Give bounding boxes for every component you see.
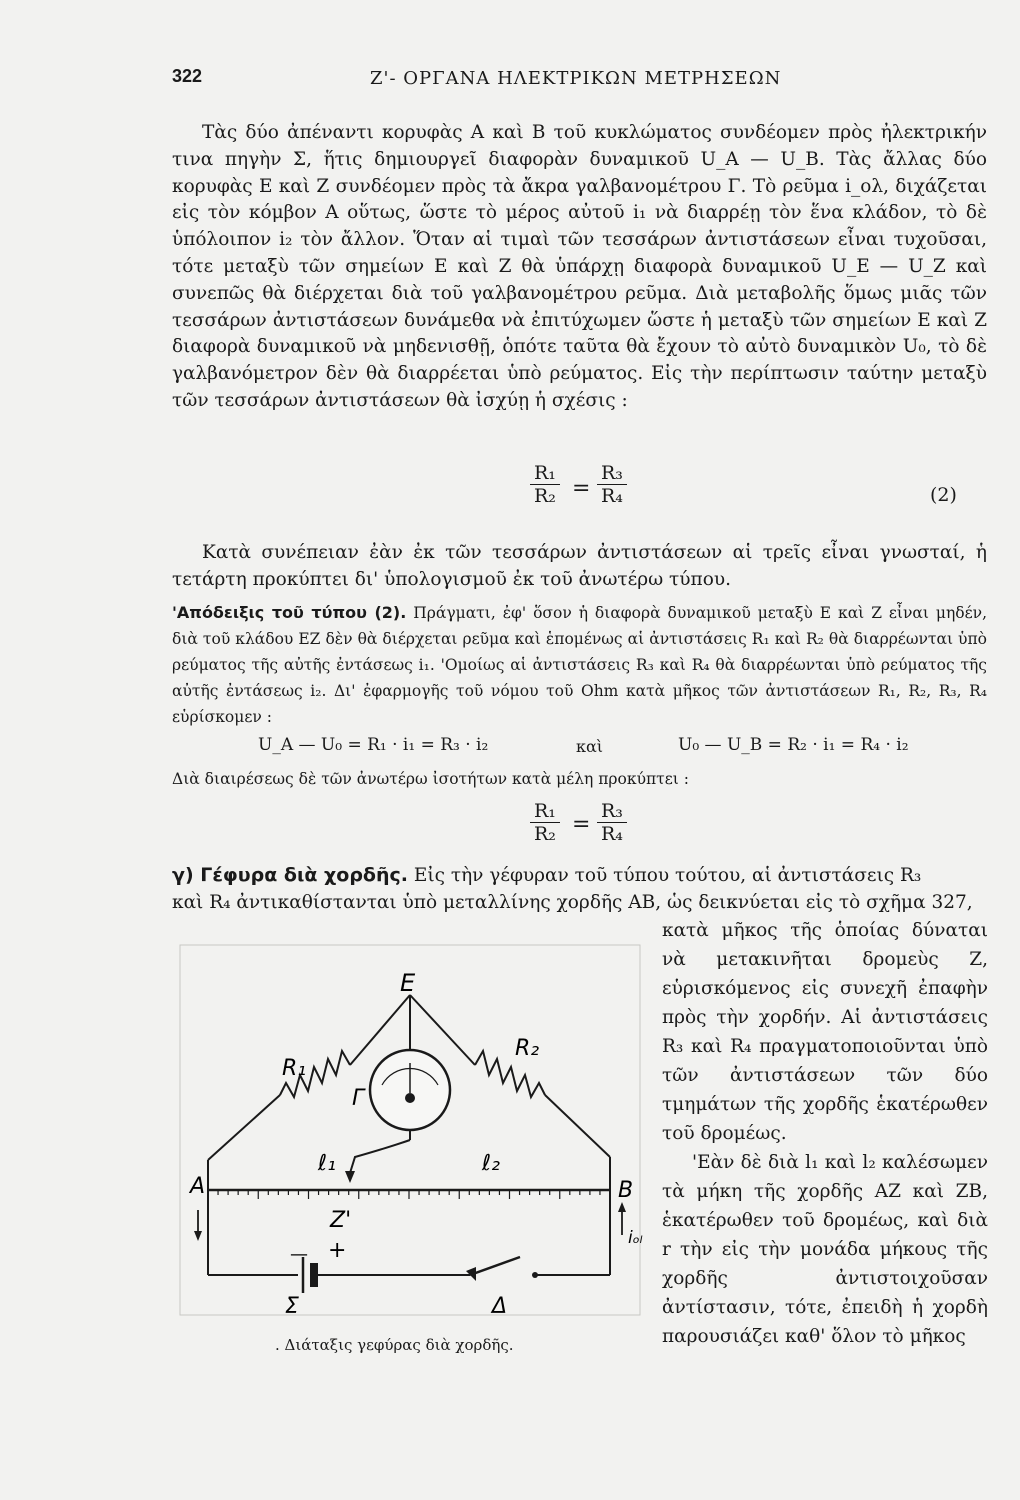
battery-plus: + bbox=[328, 1238, 347, 1263]
figure-caption: . Διάταξις γεφύρας διὰ χορδῆς. bbox=[275, 1336, 514, 1354]
bridge-figure bbox=[170, 935, 650, 1325]
label-a: A bbox=[190, 1174, 206, 1199]
slider-arrow bbox=[345, 1171, 355, 1183]
wire-r2-b bbox=[545, 1095, 610, 1157]
section-gamma-line1: Εἰς τὴν γέφυραν τοῦ τύπου τούτου, αἱ ἀντιστάσεις R₃ bbox=[407, 865, 922, 886]
running-title: Ζ'- ΟΡΓΑΝΑ ΗΛΕΚΤΡΙΚΩΝ ΜΕΤΡΗΣΕΩΝ bbox=[370, 68, 782, 89]
ohm-equation-left: U_A — U₀ = R₁ · i₁ = R₃ · i₂ bbox=[258, 735, 489, 755]
wire-a-r1 bbox=[208, 1095, 280, 1160]
ohm-equation-right: U₀ — U_B = R₂ · i₁ = R₄ · i₂ bbox=[678, 735, 909, 755]
battery-minus: — bbox=[290, 1244, 308, 1265]
label-galvanometer: Γ bbox=[352, 1086, 365, 1111]
page-number: 322 bbox=[172, 66, 203, 86]
right-column-text bbox=[662, 916, 988, 1351]
label-b: B bbox=[618, 1178, 634, 1203]
fraction-r1-r2-b: $\frac{\text{R₁}}{\text{R₂}}$ bbox=[530, 800, 560, 845]
wire-galv-slider bbox=[350, 1140, 410, 1173]
label-z: Z' bbox=[330, 1208, 352, 1233]
ohm-equation-and: καὶ bbox=[576, 737, 604, 756]
paragraph-consequence: Κατὰ συνέπειαν ἐὰν ἐκ τῶν τεσσάρων ἀντιστάσεων αἱ τρεῖς εἶναι γνωσταί, ἡ τετάρτη προκύπτει δι' ὑπολογισμοῦ ἐκ τοῦ ἀνωτέρω τύπου. bbox=[172, 542, 987, 590]
label-r2: R₂ bbox=[515, 1036, 540, 1061]
proof-heading: 'Απόδειξις τοῦ τύπου (2). bbox=[172, 603, 407, 622]
battery-plate-short bbox=[310, 1263, 318, 1287]
label-iol: iₒₗ bbox=[628, 1228, 643, 1248]
label-delta: Δ bbox=[492, 1294, 508, 1319]
right-col-p1: κατὰ μῆκος τῆς ὁποίας δύναται νὰ μετακινῆται δρομεὺς Ζ, εὑρισκόμενος εἰς συνεχῆ ἐπαφὴν πρὸς τὴν χορδήν. Αἱ ἀντιστάσεις R₃ καὶ R₄ πραγματοποιοῦνται ὑπὸ τῶν ἀντιστάσεων τῶν δύο τμημάτων τῆς χορδῆς ἑκατέρωθεν τοῦ δρομέως. bbox=[662, 920, 988, 1144]
label-l1: ℓ₁ bbox=[318, 1151, 336, 1176]
equals-sign-b: = bbox=[572, 812, 591, 837]
chord-scale-ticks bbox=[208, 1190, 610, 1199]
proof-paragraph bbox=[172, 600, 987, 730]
paragraph-intro: Τὰς δύο ἀπέναντι κορυφὰς Α καὶ Β τοῦ κυκλώματος συνδέομεν πρὸς ἠλεκτρικήν τινα πηγὴν Σ, ἥτις δημιουργεῖ διαφορὰν δυναμικοῦ U_A — U_B. Τὰς ἄλλας δύο κορυφὰς Ε καὶ Ζ συνδέομεν πρὸς τὰ ἄκρα γαλβανομέτρου Γ. Τὸ ρεῦμα i_ολ, διχάζεται εἰς τὸν κόμβον Α οὕτως, ὥστε τὸ μέρος αὐτοῦ i₁ νὰ διαρρέῃ τὸν ἕνα κλάδον, τὸ δὲ ὑπόλοιπον i₂ τὸν ἄλλον. Ὅταν αἱ τιμαὶ τῶν τεσσάρων ἀντιστάσεων εἶναι τυχοῦσαι, τότε μεταξὺ τῶν σημείων Ε καὶ Ζ θὰ ὑπάρχῃ διαφορὰ δυναμικοῦ U_E — U_Z καὶ συνεπῶς θὰ διέρχεται διὰ τοῦ γαλβανομέτρου ρεῦμα. Διὰ μεταβολῆς ὅμως μιᾶς τῶν τεσσάρων ἀντιστάσεων δυνάμεθα νὰ ἐπιτύχωμεν ὥστε ἡ μεταξὺ τῶν σημείων Ε καὶ Ζ διαφορὰ δυναμικοῦ νὰ μηδενισθῇ, ὁπότε ταῦτα θὰ ἔχουν τὸ αὐτὸ δυναμικὸν U₀, τὸ δὲ γαλβανόμετρον δὲν θὰ διαρρέεται ὑπὸ ρεύματος. Εἰς τὴν περίπτωσιν ταύτην μεταξὺ τῶν τεσσάρων ἀντιστάσεων θὰ ἰσχύῃ ἡ σχέσις : bbox=[172, 122, 987, 411]
arrow-right-head bbox=[618, 1202, 626, 1212]
section-gamma-line2: καὶ R₄ ἀντικαθίστανται ὑπὸ μεταλλίνης χορδῆς ΑΒ, ὡς δεικνύεται εἰς τὸ σχῆμα 327, bbox=[172, 892, 973, 913]
label-e: E bbox=[400, 969, 416, 997]
arrow-left-head bbox=[194, 1231, 202, 1241]
equals-sign: = bbox=[572, 476, 591, 501]
right-col-p2: 'Εὰν δὲ διὰ l₁ καὶ l₂ καλέσωμεν τὰ μήκη τῆς χορδῆς ΑΖ καὶ ΖΒ, ἑκατέρωθεν τοῦ δρομέως, καὶ διὰ r τὴν εἰς τὴν μονάδα μήκους τῆς χορδῆς ἀντιστοιχοῦσαν ἀντίστασιν, τότε, ἐπειδὴ ἡ χορδὴ παρουσιάζει καθ' ὅλον τὸ μῆκος bbox=[662, 1152, 988, 1347]
section-gamma bbox=[172, 862, 987, 916]
proof-text: Πράγματι, ἐφ' ὅσον ἡ διαφορὰ δυναμικοῦ μεταξὺ Ε καὶ Ζ εἶναι μηδέν, διὰ τοῦ κλάδου ΕΖ δὲν θὰ διέρχεται ρεῦμα καὶ ἑπομένως αἱ ἀντιστάσεις R₁ καὶ R₂ θὰ διαρρέωνται ὑπὸ ρεύματος τῆς αὐτῆς ἐντάσεως i₁. 'Ομοίως αἱ ἀντιστάσεις R₃ καὶ R₄ θὰ διαρρέωνται ὑπὸ ρεύματος τῆς αὐτῆς ἐντάσεως i₂. Δι' ἐφαρμογῆς τοῦ νόμου τοῦ Ohm κατὰ μῆκος τῶν ἀντιστάσεων R₁, R₂, R₃, R₄ εὑρίσκομεν : bbox=[172, 604, 987, 726]
fraction-r3-r4-b: $\frac{\text{R₃}}{\text{R₄}}$ bbox=[597, 800, 627, 845]
switch-lever bbox=[470, 1257, 520, 1275]
fraction-r3-r4: $\frac{\text{R₃}}{\text{R₄}}$ bbox=[597, 462, 627, 507]
section-gamma-heading: γ) Γέφυρα διὰ χορδῆς. bbox=[172, 864, 408, 886]
galvanometer-pivot bbox=[405, 1093, 415, 1103]
equation-label: (2) bbox=[930, 484, 957, 506]
division-line: Διὰ διαιρέσεως δὲ τῶν ἀνωτέρω ἰσοτήτων κατὰ μέλη προκύπτει : bbox=[172, 770, 690, 788]
label-r1: R₁ bbox=[282, 1056, 307, 1081]
label-l2: ℓ₂ bbox=[482, 1151, 500, 1176]
fraction-r1-r2: $\frac{\text{R₁}}{\text{R₂}}$ bbox=[530, 462, 560, 507]
label-sigma: Σ bbox=[285, 1294, 299, 1319]
